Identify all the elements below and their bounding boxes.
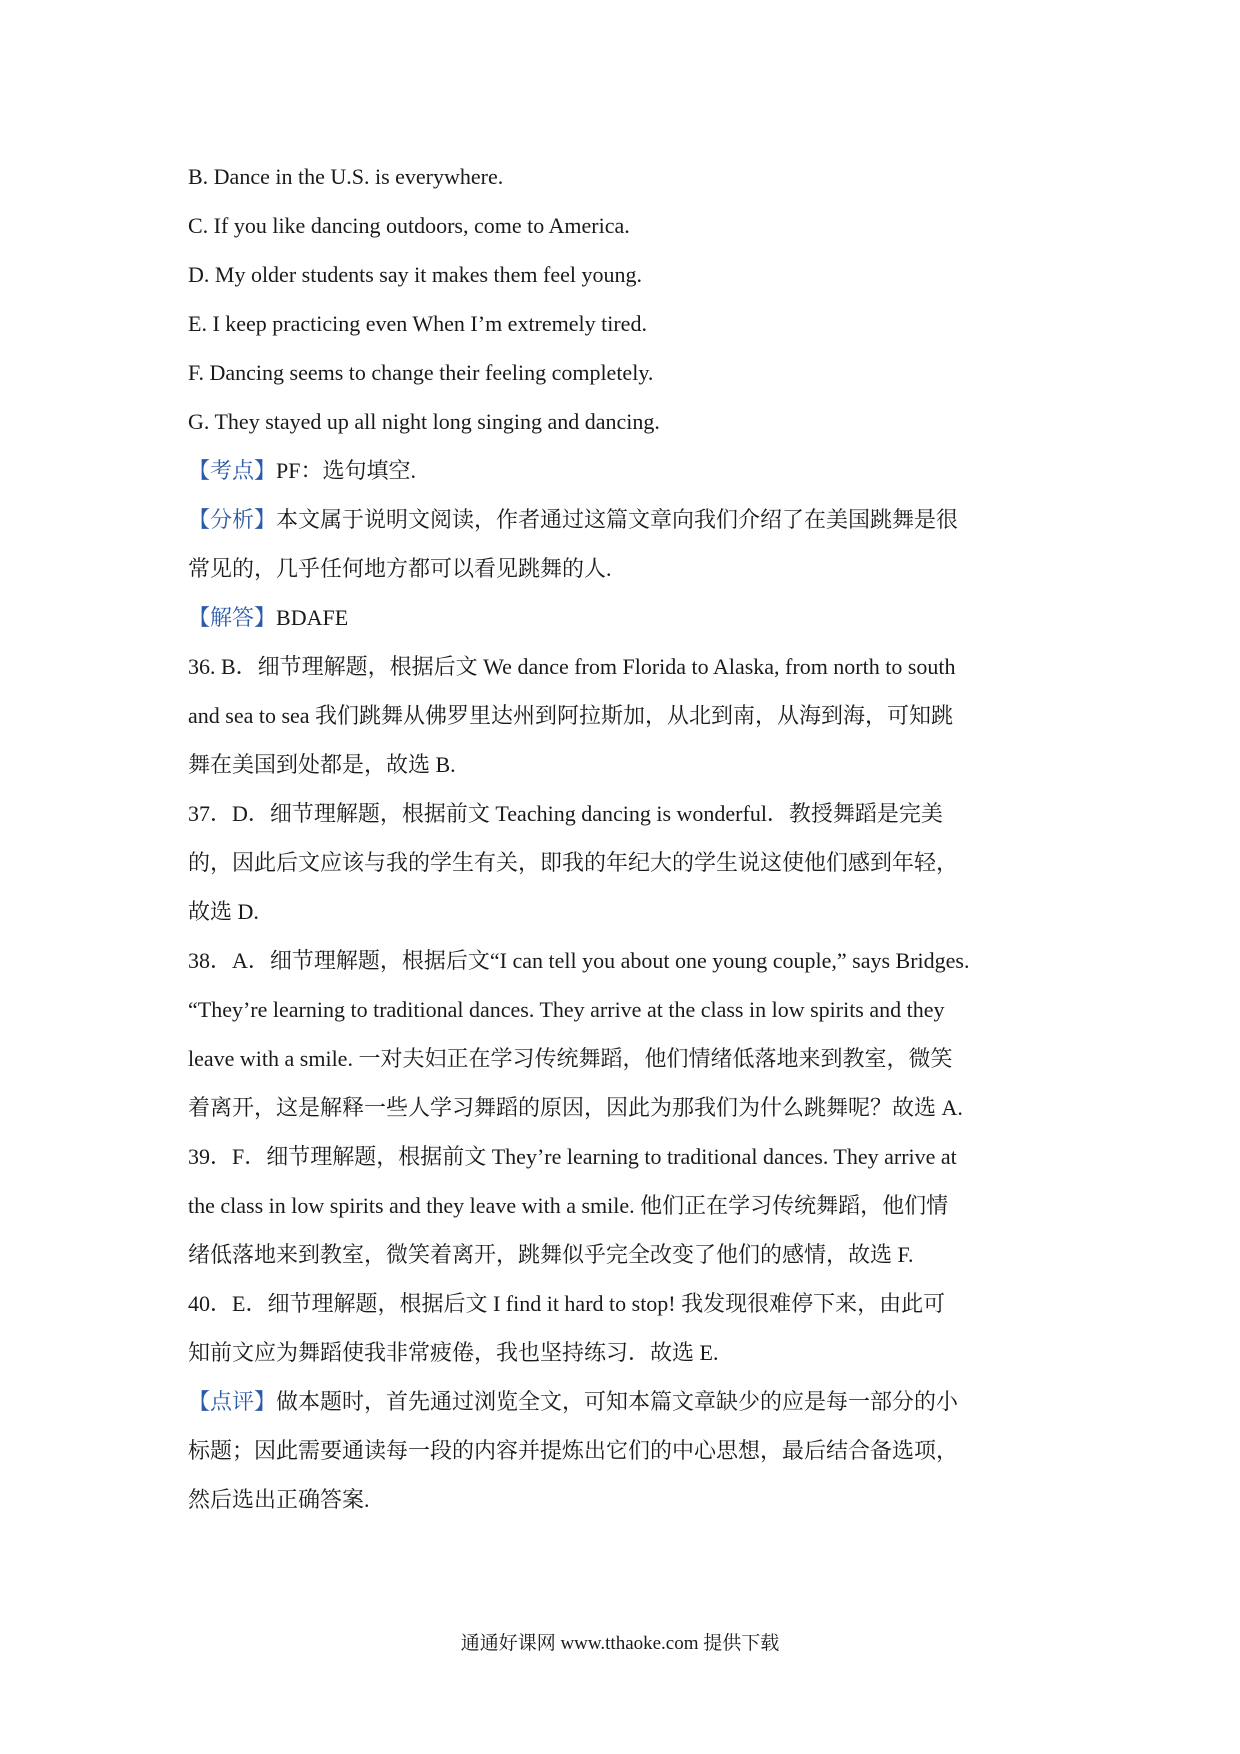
explanation-line: 37．D．细节理解题，根据前文 Teaching dancing is wonderful．教授舞蹈是完美: [188, 801, 943, 826]
explanation-39: [188, 1132, 1058, 1279]
explanation-line: 舞在美国到处都是，故选 B.: [188, 752, 456, 777]
dianping-tag: 【点评】: [188, 1389, 277, 1414]
dianping-text: 做本题时，首先通过浏览全文，可知本篇文章缺少的应是每一部分的小: [276, 1389, 959, 1414]
explanation-line: leave with a smile. 一对夫妇正在学习传统舞蹈，他们情绪低落地来到教室，微笑: [188, 1046, 953, 1071]
dianping-section: [188, 1377, 1058, 1524]
kaodian-section: [188, 446, 1058, 495]
option-f: F. Dancing seems to change their feeling completely.: [188, 360, 654, 385]
explanation-line: 知前文应为舞蹈使我非常疲倦，我也坚持练习．故选 E.: [188, 1340, 719, 1365]
explanation-40: [188, 1279, 1058, 1377]
explanation-line: and sea to sea 我们跳舞从佛罗里达州到阿拉斯加，从北到南，从海到海，可知跳: [188, 703, 954, 728]
dianping-line: [188, 1377, 1058, 1426]
jieda-answer: BDAFE: [276, 605, 349, 630]
explanation-36: [188, 642, 1058, 789]
option-list: [188, 152, 1058, 446]
kaodian-text: PF：选句填空.: [276, 458, 416, 483]
explanation-line: 绪低落地来到教室，微笑着离开，跳舞似乎完全改变了他们的感情，故选 F.: [188, 1242, 914, 1267]
option-b: B. Dance in the U.S. is everywhere.: [188, 164, 504, 189]
explanation-line: 的，因此后文应该与我的学生有关，即我的年纪大的学生说这使他们感到年轻，: [188, 850, 959, 875]
kaodian-tag: 【考点】: [188, 458, 277, 483]
explanation-line: 38．A．细节理解题，根据后文“I can tell you about one young couple,” says Bridges.: [188, 948, 970, 973]
option-e: E. I keep practicing even When I’m extremely tired.: [188, 311, 647, 336]
fenxi-text: 本文属于说明文阅读，作者通过这篇文章向我们介绍了在美国跳舞是很: [276, 507, 959, 532]
explanation-line: “They’re learning to traditional dances. They arrive at the class in low spirits and they: [188, 997, 945, 1022]
explanation-line: 着离开，这是解释一些人学习舞蹈的原因，因此为那我们为什么跳舞呢？故选 A.: [188, 1095, 963, 1120]
dianping-line: 标题；因此需要通读每一段的内容并提炼出它们的中心思想，最后结合备选项，: [188, 1438, 959, 1463]
explanation-line: 39．F．细节理解题，根据前文 They’re learning to traditional dances. They arrive at: [188, 1144, 957, 1169]
answer-page: [188, 152, 1058, 1524]
fenxi-tag: 【分析】: [188, 507, 277, 532]
option-d: D. My older students say it makes them feel young.: [188, 262, 642, 287]
explanation-38: [188, 936, 1058, 1132]
jieda-tag: 【解答】: [188, 605, 277, 630]
option-c: C. If you like dancing outdoors, come to America.: [188, 213, 630, 238]
jieda-section: [188, 593, 1058, 642]
explanation-line: 36. B．细节理解题，根据后文 We dance from Florida to Alaska, from north to south: [188, 654, 956, 679]
explanation-line: the class in low spirits and they leave with a smile. 他们正在学习传统舞蹈，他们情: [188, 1193, 949, 1218]
footer-credit: 通通好课网 www.tthaoke.com 提供下载: [460, 1633, 780, 1654]
fenxi-line: 常见的，几乎任何地方都可以看见跳舞的人.: [188, 556, 612, 581]
fenxi-line: [188, 495, 1058, 544]
explanation-37: [188, 789, 1058, 936]
option-g: G. They stayed up all night long singing and dancing.: [188, 409, 660, 434]
explanation-line: 故选 D.: [188, 899, 259, 924]
explanation-line: 40．E．细节理解题，根据后文 I find it hard to stop! 我发现很难停下来，由此可: [188, 1291, 946, 1316]
fenxi-section: [188, 495, 1058, 593]
dianping-line: 然后选出正确答案.: [188, 1487, 370, 1512]
